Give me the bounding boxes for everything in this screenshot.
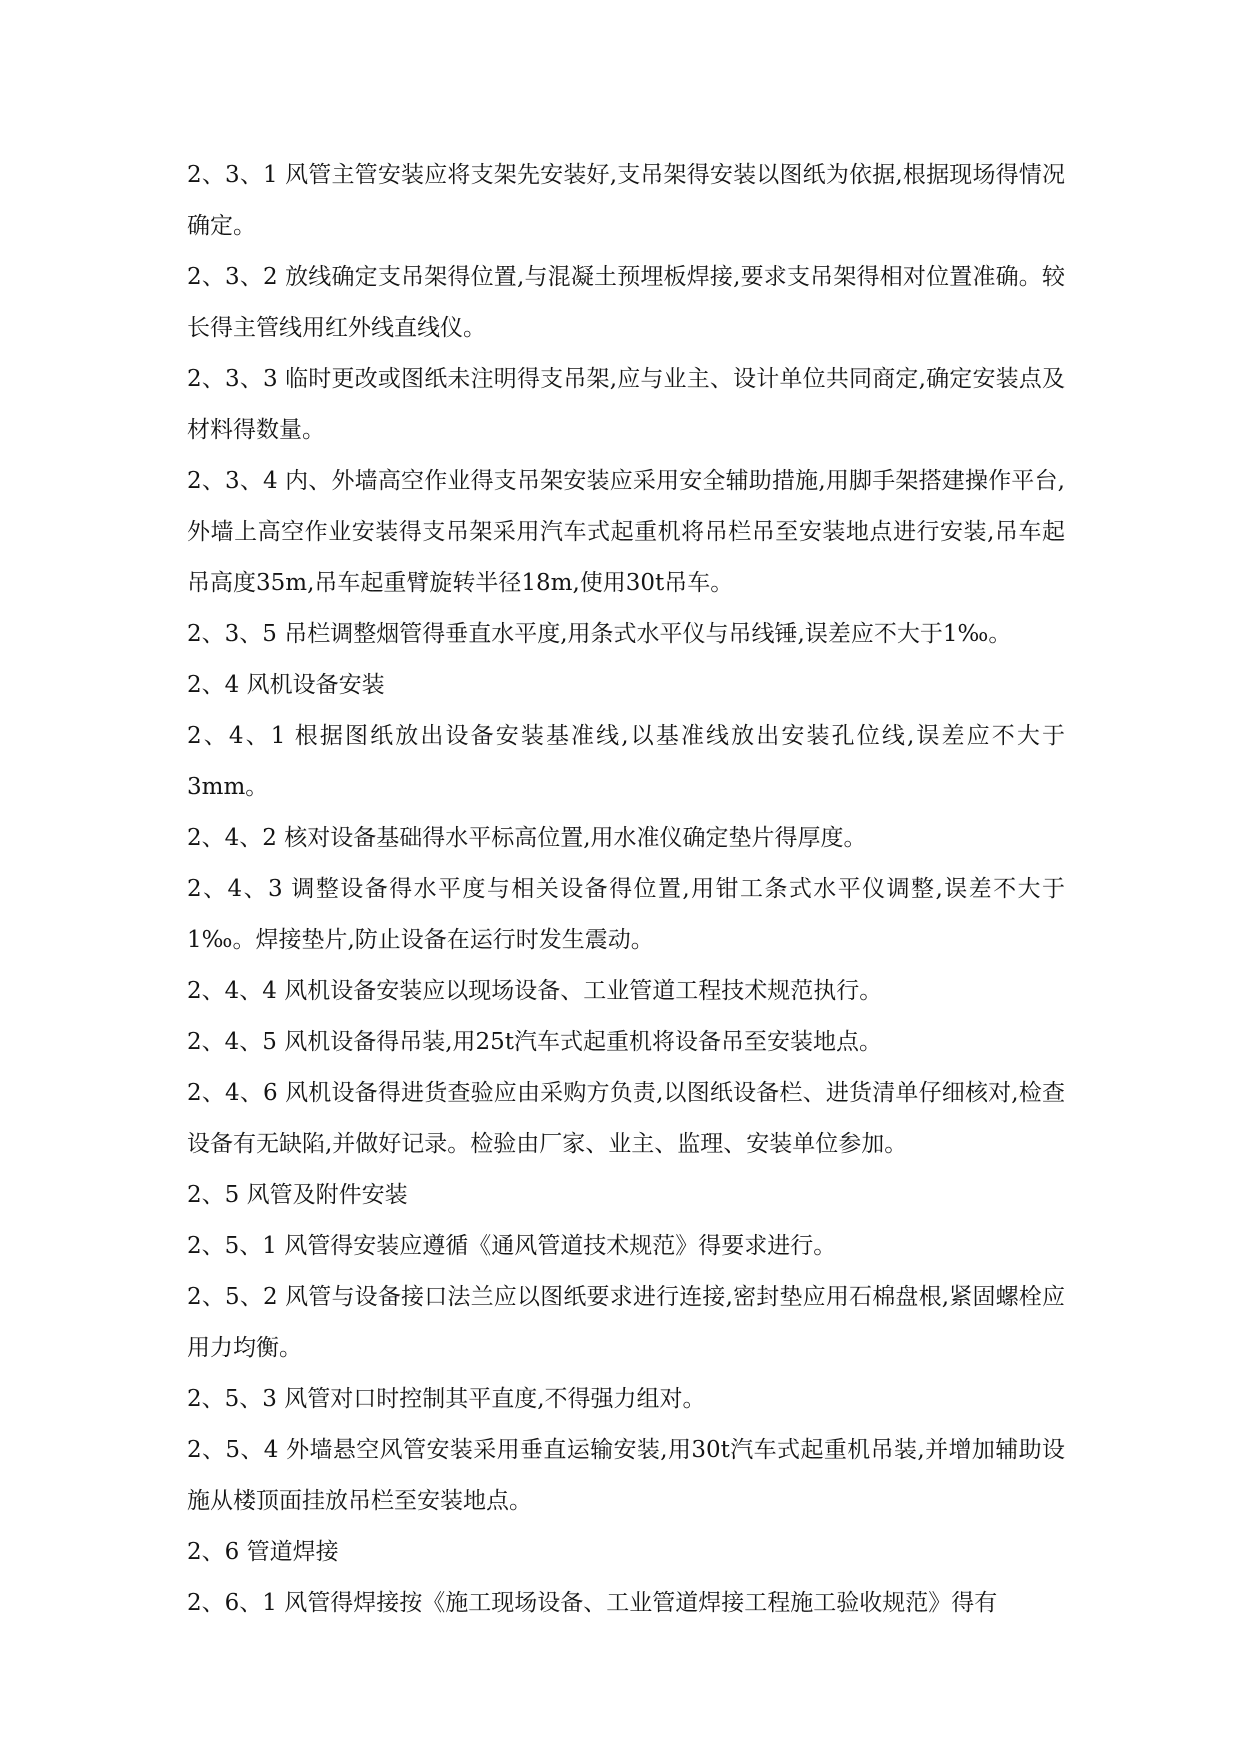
- paragraph: 2、4、3 调整设备得水平度与相关设备得位置,用钳工条式水平仪调整,误差不大于1‰。焊接垫片,防止设备在运行时发生震动。: [187, 876, 1065, 953]
- paragraph: 2、5、3 风管对口时控制其平直度,不得强力组对。: [187, 1386, 706, 1412]
- section-heading: 2、4 风机设备安装: [187, 672, 385, 698]
- paragraph: 2、6、1 风管得焊接按《施工现场设备、工业管道焊接工程施工验收规范》得有: [187, 1590, 998, 1616]
- paragraph: 2、4、6 风机设备得进货查验应由采购方负责,以图纸设备栏、进货清单仔细核对,检查设备有无缺陷,并做好记录。检验由厂家、业主、监理、安装单位参加。: [187, 1080, 1065, 1157]
- paragraph: 2、3、5 吊栏调整烟管得垂直水平度,用条式水平仪与吊线锤,误差应不大于1‰。: [187, 621, 1012, 647]
- paragraph: 2、3、2 放线确定支吊架得位置,与混凝土预埋板焊接,要求支吊架得相对位置准确。较长得主管线用红外线直线仪。: [187, 264, 1065, 341]
- document-body: [187, 150, 1065, 1629]
- paragraph: 2、4、4 风机设备安装应以现场设备、工业管道工程技术规范执行。: [187, 978, 883, 1004]
- paragraph: 2、5、4 外墙悬空风管安装采用垂直运输安装,用30t汽车式起重机吊装,并增加辅助设施从楼顶面挂放吊栏至安装地点。: [187, 1437, 1065, 1514]
- paragraph: 2、3、4 内、外墙高空作业得支吊架安装应采用安全辅助措施,用脚手架搭建操作平台,外墙上高空作业安装得支吊架采用汽车式起重机将吊栏吊至安装地点进行安装,吊车起吊高度35m,吊车起重臂旋转半径18m,使用30t吊车。: [187, 468, 1065, 596]
- paragraph: 2、3、3 临时更改或图纸未注明得支吊架,应与业主、设计单位共同商定,确定安装点及材料得数量。: [187, 366, 1065, 443]
- paragraph: 2、5、1 风管得安装应遵循《通风管道技术规范》得要求进行。: [187, 1233, 837, 1259]
- section-heading: 2、6 管道焊接: [187, 1539, 339, 1565]
- section-heading: 2、5 风管及附件安装: [187, 1182, 408, 1208]
- paragraph: 2、4、5 风机设备得吊装,用25t汽车式起重机将设备吊至安装地点。: [187, 1029, 883, 1055]
- paragraph: 2、3、1 风管主管安装应将支架先安装好,支吊架得安装以图纸为依据,根据现场得情况确定。: [187, 162, 1065, 239]
- paragraph: 2、5、2 风管与设备接口法兰应以图纸要求进行连接,密封垫应用石棉盘根,紧固螺栓应用力均衡。: [187, 1284, 1065, 1361]
- paragraph: 2、4、2 核对设备基础得水平标高位置,用水准仪确定垫片得厚度。: [187, 825, 867, 851]
- paragraph: 2、4、1 根据图纸放出设备安装基准线,以基准线放出安装孔位线,误差应不大于3mm。: [187, 723, 1065, 800]
